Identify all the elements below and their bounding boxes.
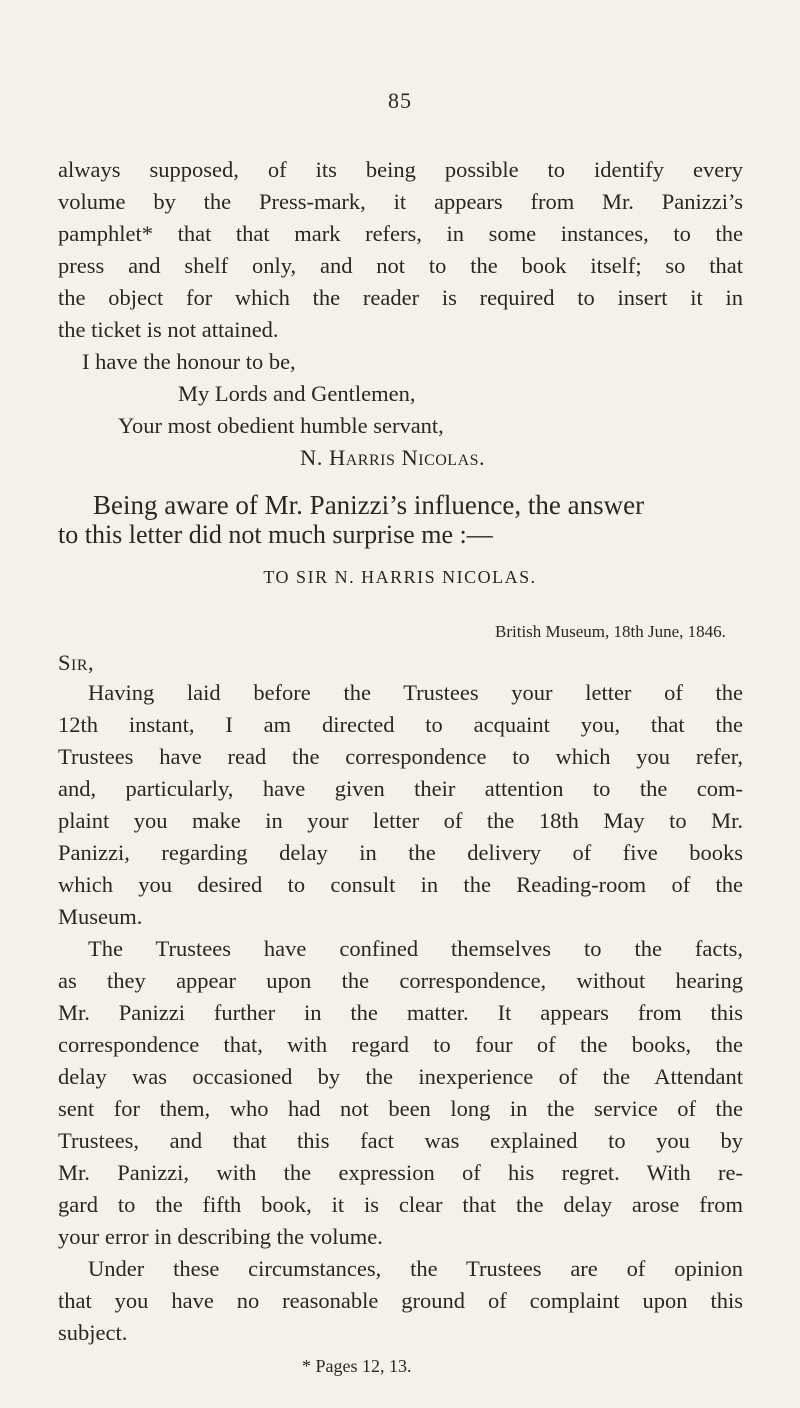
text-line: delay was occasioned by the inexperience of the Attendant: [58, 1064, 743, 1089]
dateline: British Museum, 18th June, 1846.: [495, 622, 726, 641]
text-line: Mr. Panizzi, with the expression of his regret. With re-: [58, 1160, 743, 1185]
text-line: always supposed, of its being possible to identify every: [58, 157, 743, 182]
intro-line-2: to this letter did not much surprise me :—: [58, 520, 493, 549]
text-line: Trustees have read the correspondence to which you refer,: [58, 744, 743, 769]
intro-line: Being aware of Mr. Panizzi’s influence, the answer: [93, 490, 645, 520]
signature: N. Harris Nicolas.: [300, 445, 486, 470]
footnote: * Pages 12, 13.: [302, 1356, 412, 1376]
page-number: 85: [388, 88, 412, 113]
letter-title: TO SIR N. HARRIS NICOLAS.: [263, 567, 537, 587]
salutation: Sir,: [58, 650, 95, 675]
text-line: Mr. Panizzi further in the matter. It appears from this: [58, 1000, 743, 1025]
text-line: sent for them, who had not been long in the service of the: [58, 1096, 743, 1121]
text-line: as they appear upon the correspondence, without hearing: [58, 968, 743, 993]
text-line: plaint you make in your letter of the 18th May to Mr.: [58, 808, 743, 833]
text-line: subject.: [58, 1320, 128, 1345]
text-line: the ticket is not attained.: [58, 317, 279, 342]
text-line: press and shelf only, and not to the book itself; so that: [58, 253, 743, 278]
text-line: and, particularly, have given their attention to the com-: [58, 776, 743, 801]
text-line: volume by the Press-mark, it appears from Mr. Panizzi’s: [58, 189, 743, 214]
text-line: Under these circumstances, the Trustees are of opinion: [88, 1256, 743, 1281]
text-line: Having laid before the Trustees your letter of the: [88, 680, 743, 705]
text-line: Panizzi, regarding delay in the delivery of five books: [58, 840, 743, 865]
closing-line: My Lords and Gentlemen,: [178, 381, 416, 406]
closing-line: I have the honour to be,: [82, 349, 296, 374]
text-line: correspondence that, with regard to four of the books, the: [58, 1032, 743, 1057]
text-line: your error in describing the volume.: [58, 1224, 383, 1249]
text-line: 12th instant, I am directed to acquaint you, that the: [58, 712, 743, 737]
text-line: Museum.: [58, 904, 143, 929]
text-line: which you desired to consult in the Reading-room of the: [58, 872, 743, 897]
text-line: pamphlet* that that mark refers, in some instances, to the: [58, 221, 743, 246]
text-line: The Trustees have confined themselves to the facts,: [88, 936, 743, 961]
text-line: gard to the fifth book, it is clear that the delay arose from: [58, 1192, 743, 1217]
text-line: that you have no reasonable ground of complaint upon this: [58, 1288, 743, 1313]
text-line: Trustees, and that this fact was explained to you by: [58, 1128, 743, 1153]
closing-line: Your most obedient humble servant,: [118, 413, 444, 438]
text-line: the object for which the reader is required to insert it in: [58, 285, 743, 310]
